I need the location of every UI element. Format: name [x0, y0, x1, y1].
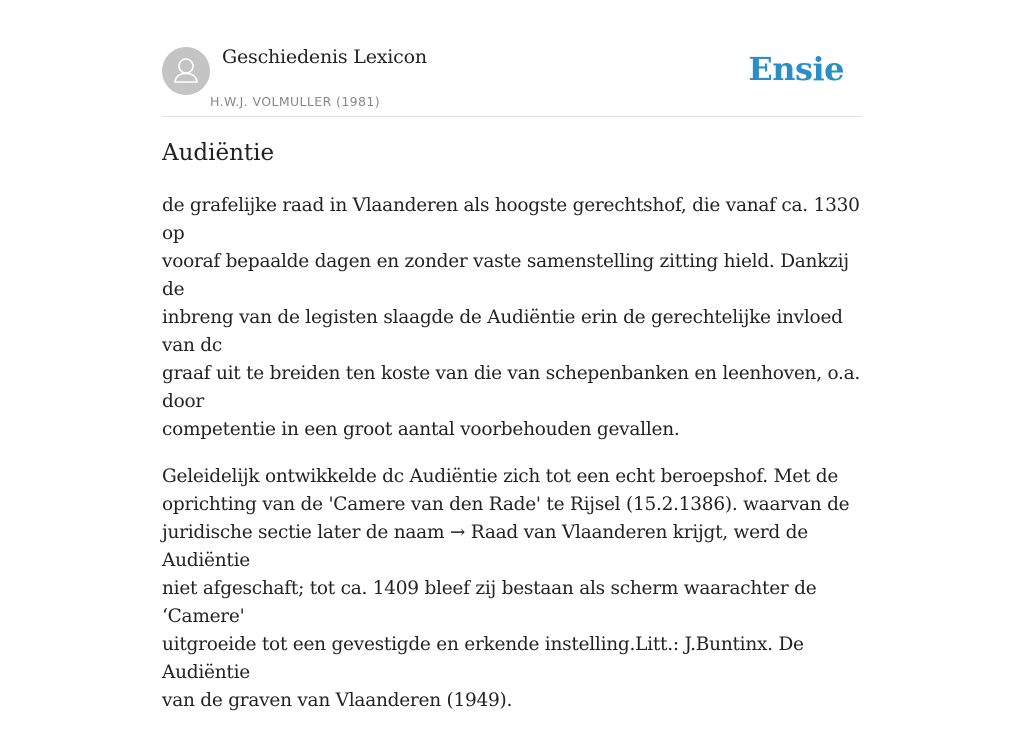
brand-logo[interactable]: Ensie	[748, 50, 844, 88]
user-icon	[162, 47, 210, 95]
author-avatar[interactable]	[162, 47, 210, 95]
source-author[interactable]: H.W.J. VOLMULLER (1981)	[210, 94, 381, 109]
source-title-link[interactable]: Geschiedenis Lexicon	[222, 46, 427, 68]
entry-paragraph: Geleidelijk ontwikkelde dc Audiëntie zich tot een echt beroepshof. Met de oprichting van de 'Camere van den Rade' te Rijsel (15.2.1386). waarvan de juridische sectie later de naam → Raad van Vlaanderen krijgt, werd de Audiëntie niet afgeschaft; tot ca. 1409 bleef zij bestaan als scherm waarachter de ‘Camere' uitgroeide tot een gevestigde en erkende instelling.Litt.: J.Buntinx. De Audiëntie van de graven van Vlaanderen (1949).	[162, 466, 850, 711]
entry-title: Audiëntie	[162, 140, 275, 166]
source-header	[162, 44, 862, 117]
entry-body	[162, 192, 874, 734]
entry-paragraph: de grafelijke raad in Vlaanderen als hoogste gerechtshof, die vanaf ca. 1330 op vooraf bepaalde dagen en zonder vaste samenstelling zitting hield. Dankzij de inbreng van de legisten slaagde de Audiëntie erin de gerechtelijke invloed van dc graaf uit te breiden ten koste van die van schepenbanken en leenhoven, o.a. door competentie in een groot aantal voorbehouden gevallen.	[162, 195, 861, 440]
